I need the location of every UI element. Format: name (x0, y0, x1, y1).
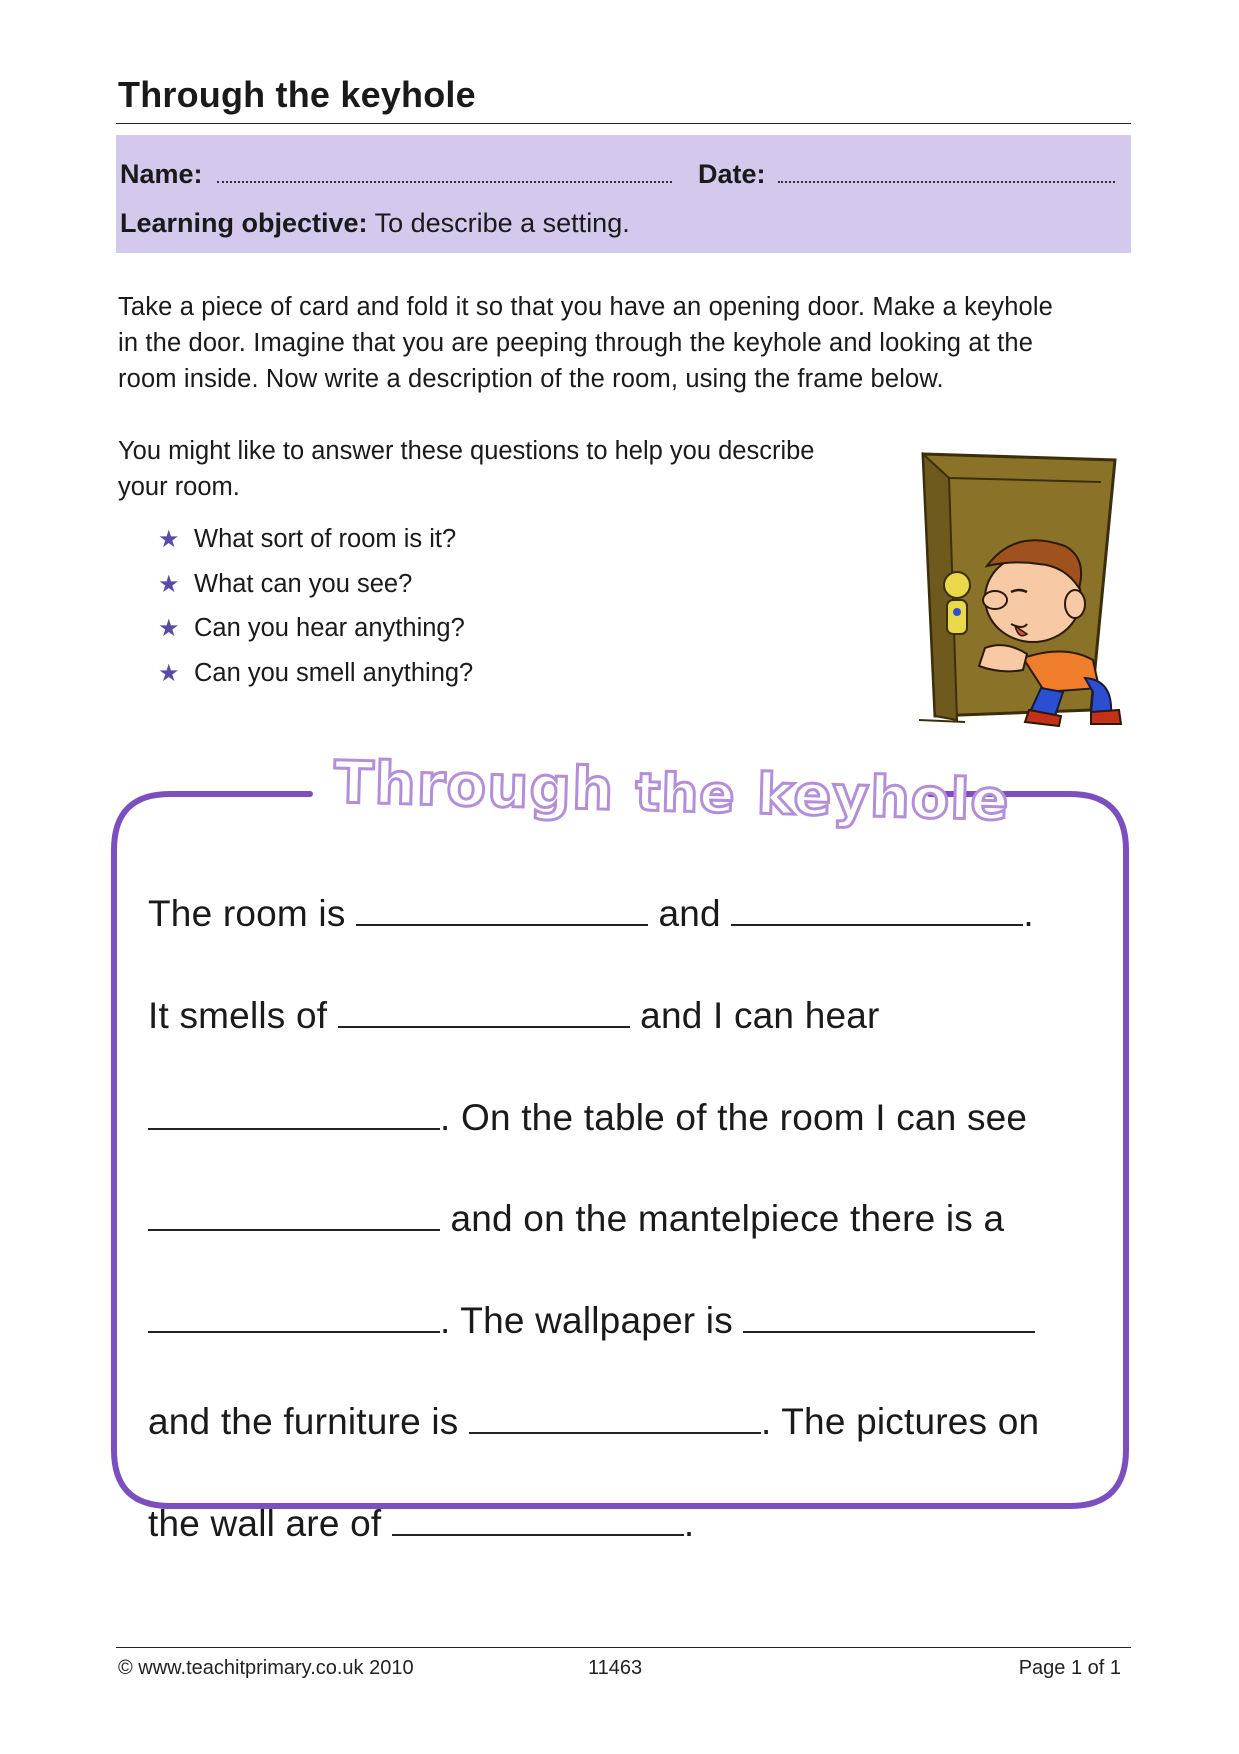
blank-field[interactable] (356, 894, 648, 926)
cloze-text: and (648, 893, 732, 934)
blank-field[interactable] (148, 1301, 440, 1333)
cloze-text: and I can hear (629, 995, 880, 1036)
prompt-line: You might like to answer these questions to help you describe (118, 437, 815, 465)
cloze-line (148, 1300, 1035, 1342)
list-item (158, 659, 473, 704)
date-field[interactable] (778, 161, 1115, 183)
objective-label: Learning objective: (120, 208, 368, 238)
footer-divider (116, 1647, 1131, 1648)
boy-peeping-through-door-illustration (915, 448, 1135, 733)
cloze-text: and the furniture is (148, 1401, 469, 1442)
prompt-line: your room. (118, 473, 240, 501)
list-item (158, 525, 473, 570)
star-icon: ★ (158, 659, 180, 687)
blank-field[interactable] (731, 894, 1023, 926)
cloze-text: . On the table of the room I can see (440, 1097, 1028, 1138)
blank-field[interactable] (338, 996, 630, 1028)
title-word: the (634, 762, 737, 826)
cloze-line (148, 995, 880, 1037)
instructions-paragraph (118, 289, 1128, 397)
instructions-line: Take a piece of card and fold it so that you have an opening door. Make a keyhole (118, 293, 1054, 321)
objective-text: To describe a setting. (374, 208, 630, 238)
star-icon: ★ (158, 570, 180, 598)
student-info-box (116, 135, 1131, 253)
date-label: Date: (698, 159, 766, 189)
question-text: Can you smell anything? (194, 658, 474, 687)
cloze-line (148, 1503, 694, 1545)
blank-field[interactable] (148, 1098, 440, 1130)
questions-prompt (118, 433, 878, 505)
cloze-text: The room is (148, 893, 357, 934)
cloze-line (148, 1198, 1004, 1240)
cloze-text: and on the mantelpiece there is a (440, 1198, 1005, 1239)
cloze-line (148, 893, 1034, 935)
star-icon: ★ (158, 615, 180, 642)
question-text: What sort of room is it? (194, 525, 457, 553)
blank-field[interactable] (743, 1301, 1035, 1333)
instructions-line: room inside. Now write a description of the room, using the frame below. (118, 365, 944, 393)
cloze-text: . The pictures on (760, 1401, 1040, 1442)
question-list (158, 525, 473, 703)
cloze-text: . (1023, 893, 1034, 934)
cloze-text: It smells of (148, 995, 338, 1036)
title-divider (116, 123, 1131, 124)
footer-copyright: © www.teachitprimary.co.uk 2010 (118, 1657, 414, 1679)
date-row (698, 159, 1115, 190)
blank-field[interactable] (392, 1504, 684, 1536)
name-label: Name: (120, 159, 203, 189)
cloze-text: the wall are of (148, 1503, 392, 1544)
cloze-line (148, 1401, 1039, 1443)
instructions-line: in the door. Imagine that you are peeping through the keyhole and looking at the (118, 329, 1034, 357)
question-text: What can you see? (194, 569, 413, 598)
page-title: Through the keyhole (118, 74, 476, 115)
list-item (158, 570, 473, 615)
list-item (158, 614, 473, 659)
star-icon: ★ (158, 526, 180, 553)
blank-field[interactable] (469, 1402, 761, 1434)
cloze-text: . The wallpaper is (440, 1300, 744, 1341)
name-field[interactable] (217, 161, 672, 183)
objective-row (120, 208, 630, 239)
title-word: keyhole (755, 762, 1011, 834)
cloze-line (148, 1097, 1027, 1139)
question-text: Can you hear anything? (194, 614, 465, 642)
blank-field[interactable] (148, 1199, 440, 1231)
footer-page-number: Page 1 of 1 (1018, 1657, 1121, 1679)
title-word: Through (333, 748, 616, 824)
cloze-text: . (683, 1503, 695, 1544)
footer-resource-code: 11463 (588, 1657, 643, 1679)
name-row (120, 159, 672, 190)
